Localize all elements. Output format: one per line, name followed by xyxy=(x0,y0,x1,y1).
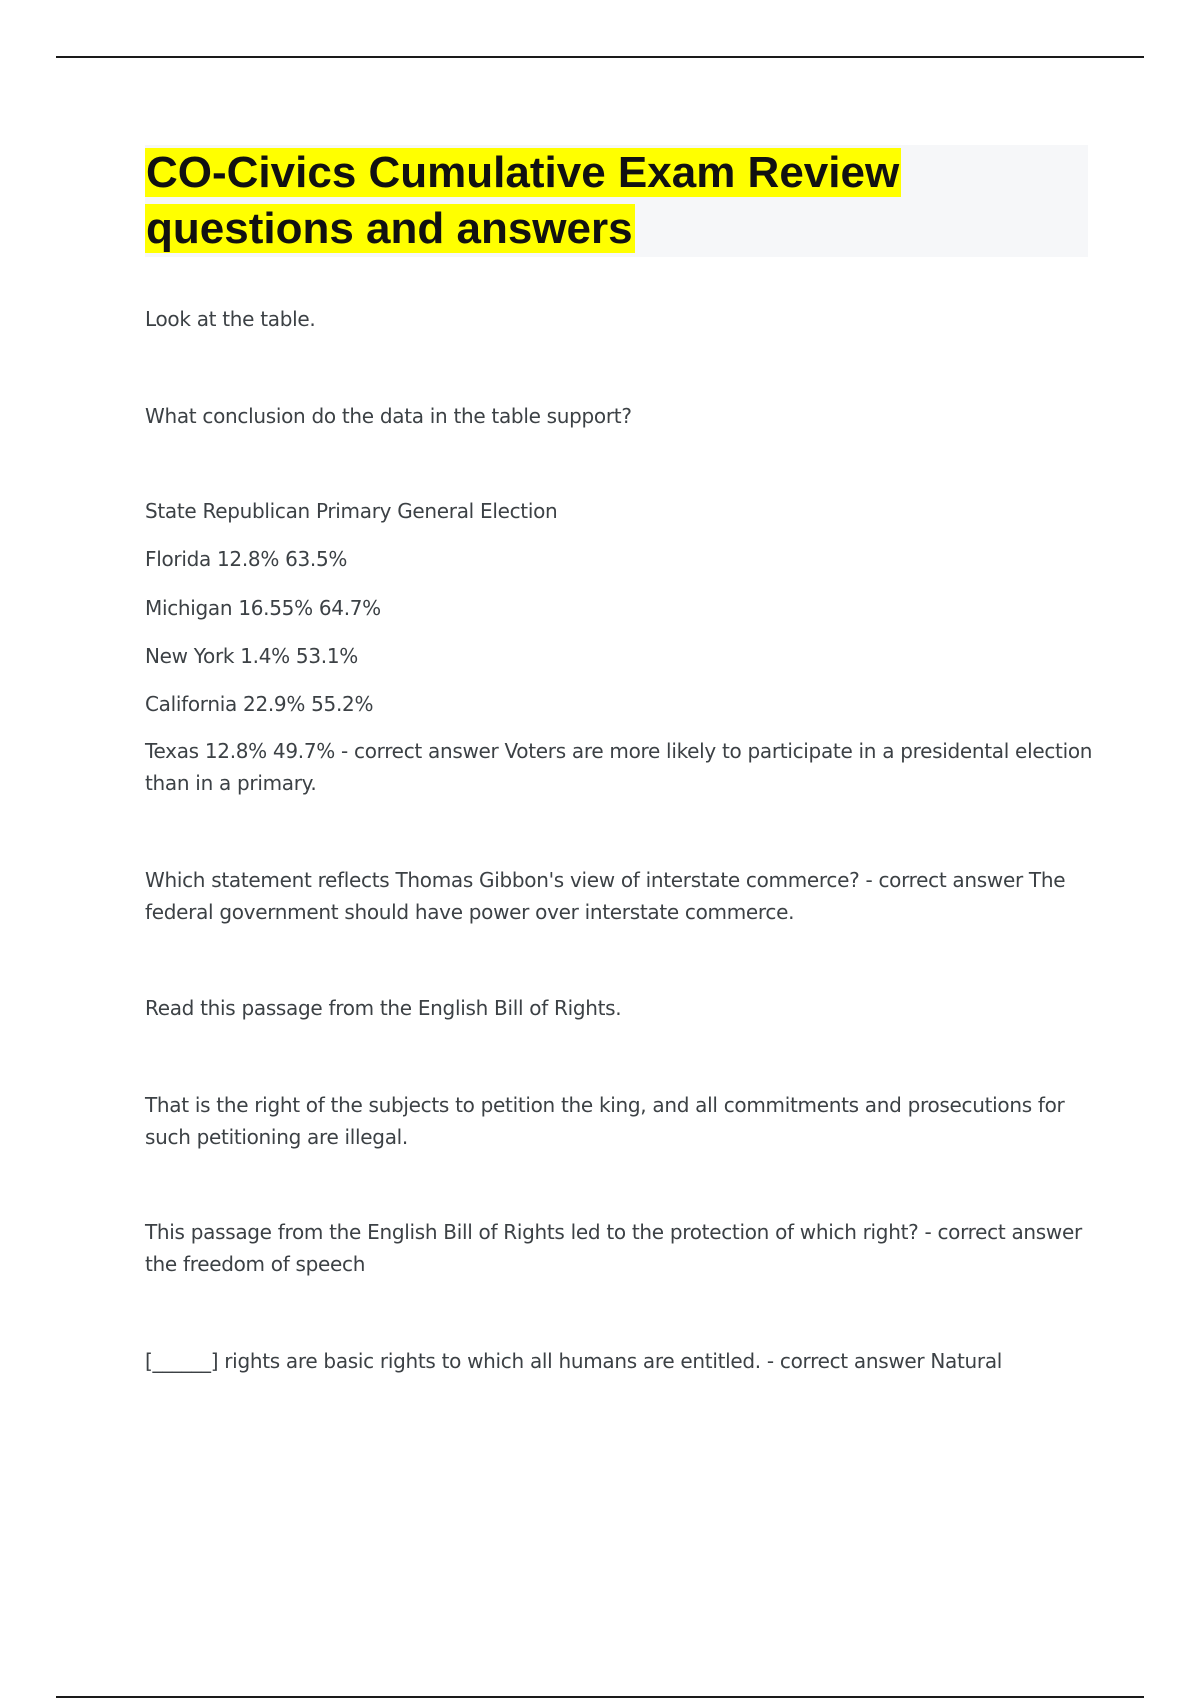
table-row-new-york: New York 1.4% 53.1% xyxy=(145,644,358,668)
paragraph-bill-of-rights-quote: That is the right of the subjects to petition the king, and all commitments and prosecutions for such petitioning are illegal. xyxy=(145,1093,1065,1149)
paragraph-natural-rights-question: [______] rights are basic rights to which all humans are entitled. - correct answer Natural xyxy=(145,1349,1003,1373)
page-title xyxy=(145,145,1088,257)
paragraph-look-at-table: Look at the table. xyxy=(145,307,316,331)
table-row-florida: Florida 12.8% 63.5% xyxy=(145,547,348,571)
bottom-rule xyxy=(56,1696,1144,1698)
paragraph-gibbons-question: Which statement reflects Thomas Gibbon's view of interstate commerce? - correct answer The federal government should have power over interstate commerce. xyxy=(145,868,1066,924)
title-highlight: CO-Civics Cumulative Exam Review questions and answers xyxy=(146,148,900,253)
table-row-california: California 22.9% 55.2% xyxy=(145,692,374,716)
paragraph-read-passage: Read this passage from the English Bill of Rights. xyxy=(145,996,622,1020)
paragraph-question-conclusion: What conclusion do the data in the table support? xyxy=(145,404,632,428)
top-rule xyxy=(56,56,1144,58)
paragraph-freedom-question: This passage from the English Bill of Rights led to the protection of which right? - correct answer the freedom of speech xyxy=(145,1220,1082,1276)
table-row-texas-answer: Texas 12.8% 49.7% - correct answer Voters are more likely to participate in a presidental election than in a primary. xyxy=(145,739,1093,795)
table-header-row: State Republican Primary General Election xyxy=(145,499,558,523)
table-row-michigan: Michigan 16.55% 64.7% xyxy=(145,596,381,620)
title-block xyxy=(145,145,1088,257)
